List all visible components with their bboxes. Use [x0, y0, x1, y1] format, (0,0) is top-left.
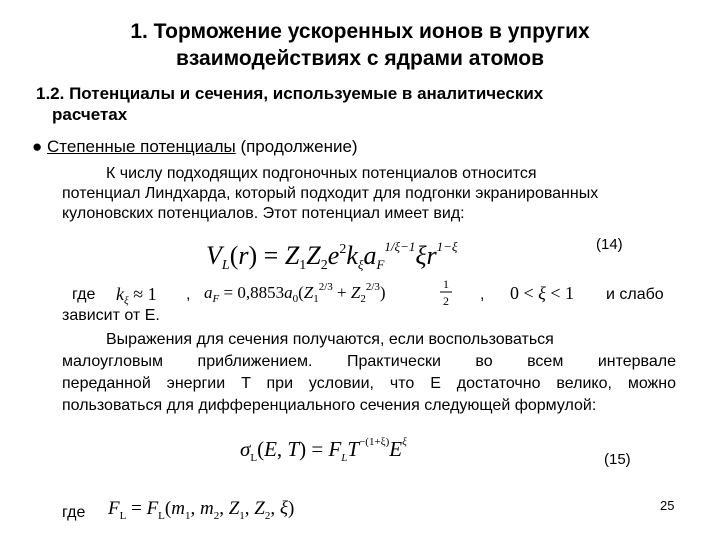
bullet-icon: ● [32, 137, 47, 156]
k-xi-condition [112, 279, 184, 309]
slide-title-line2: взаимодействиях с ядрами атомов [175, 47, 545, 70]
para2-line1: Выражения для сечения получаются, если воспользоваться [106, 331, 554, 348]
bullet-rest-text: (продолжение) [235, 137, 358, 156]
cross-section-formula [236, 426, 486, 468]
where-label-1: где [72, 286, 96, 303]
screening-radius-formula [200, 272, 470, 312]
equation-15-number: (15) [604, 451, 631, 468]
para1-line3: кулоновских потенциалов. Этот потенциал имеет вид: [62, 205, 465, 222]
svg-text:kξ ≈ 1: $k_\xi \approx 1$ [116, 284, 157, 307]
weakly-text: и слабо [606, 286, 664, 303]
svg-text:1: 1 [443, 277, 449, 291]
depends-on-E-text: зависит от E. [62, 307, 160, 324]
comma-2: , [480, 286, 485, 303]
para2-line2: малоугловым приближением. Практически во всем интервале [62, 353, 676, 370]
bullet-underlined-text: Степенные потенциалы [47, 137, 236, 156]
svg-text:0 < ξ < 1: 0 < ξ < 1 [510, 283, 575, 303]
comma-1: , [186, 286, 191, 303]
section-heading-line2: расчетах [52, 105, 128, 124]
svg-text:FL = FL(m1, m2, Z1, Z2, ξ): $F_L = F_L(m_1$, $m_2$, $Z_1$, $Z_2$, ξ) [108, 498, 295, 522]
svg-text:VL(r) = Z1Z2e2kξaF1/ξ−1ξr1−ξ: $VL(r) = Z1Z2e^2k\xi aF^{1/\xi-1}\xi r^{1-\xi}$ [206, 239, 458, 273]
bullet-line [32, 137, 358, 157]
section-heading-line1: 1.2. Потенциалы и сечения, используемые в аналитических [36, 84, 544, 103]
para2-line3: переданной энергии T при условии, что E достаточно велико, можно [62, 375, 676, 392]
svg-text:σL(E, T) = FLT−(1+ξ)Eξ: $\sigma_L(E$, $T) = F_LT^{-(1+\xi)}E^\xi$ [240, 436, 407, 464]
f-l-definition-formula [104, 490, 344, 524]
para1-line1: К числу подходящих подгоночных потенциалов относится [106, 165, 537, 182]
slide-title-line1: 1. Торможение ускоренных ионов в упругих [130, 20, 590, 43]
svg-text:2: 2 [443, 294, 449, 308]
lindhard-potential-formula [200, 232, 480, 276]
equation-14-number: (14) [596, 236, 623, 253]
where-label-2: где [62, 504, 86, 521]
para1-line2: потенциал Линдхарда, который подходит для подгонки экранированных [62, 185, 599, 202]
page-number: 25 [660, 498, 675, 513]
xi-range-condition [506, 279, 586, 309]
para2-line4: пользоваться для дифференциального сечения следующей формулой: [62, 397, 597, 414]
svg-text:aF = 0,8853a0(Z12/3 + Z22/3): $a_F = 0,8853a_0(Z_1^{2/3} + Z_2^{2/3})$ [204, 281, 386, 305]
